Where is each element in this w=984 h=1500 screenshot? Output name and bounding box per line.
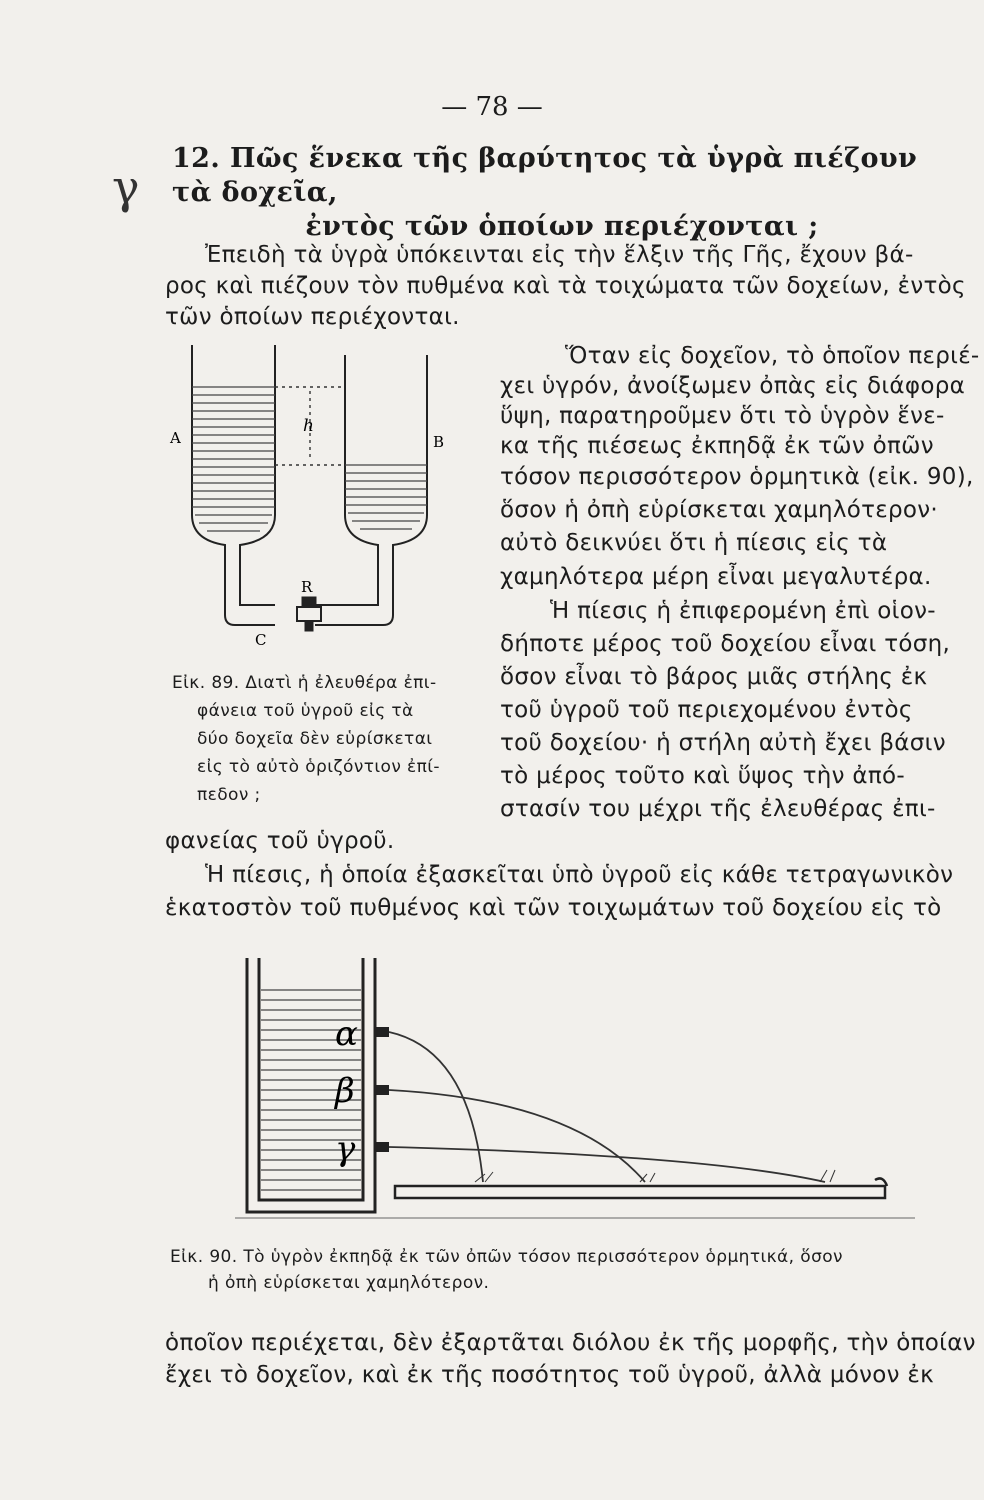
continuation-line: φανείας τοῦ ὑγροῦ.	[165, 828, 395, 854]
fig-89-label-h: h	[303, 416, 314, 436]
fig-90-caption-line-1: Εἰκ. 90. Τὸ ὑγρὸν ἐκπηδᾷ ἐκ τῶν ὀπῶν τόσον περισσότερον ὁρμητικά, ὅσον	[170, 1247, 843, 1267]
right-col-line-12: τοῦ ὑγροῦ τοῦ περιεχομένου ἐντὸς	[500, 697, 913, 723]
right-col-line-4: κα τῆς πιέσεως ἐκπηδᾷ ἐκ τῶν ὀπῶν	[500, 433, 934, 459]
right-col-line-9: Ἡ πίεσις ἡ ἐπιφερομένη ἐπὶ οἱον-	[550, 598, 936, 624]
fig-89-communicating-vessels	[165, 335, 465, 655]
final-line-1: ὁποῖον περιέχεται, δὲν ἐξαρτᾶται διόλου ἐκ τῆς μορφῆς, τὴν ὁποίαν	[165, 1330, 976, 1356]
margin-pencil-mark: γ	[112, 160, 140, 214]
fig-89-label-c: C	[255, 631, 267, 649]
fig-90-label-alpha: α	[335, 1014, 358, 1054]
right-col-line-6: ὅσον ἡ ὀπὴ εὑρίσκεται χαμηλότερον·	[500, 497, 939, 523]
para2-line-1: Ἡ πίεσις, ἡ ὁποία ἐξασκεῖται ὑπὸ ὑγροῦ εἰς κάθε τετραγωνικὸν	[205, 862, 954, 888]
fig-89-label-b: B	[433, 433, 445, 451]
fig-90-label-beta: β	[335, 1071, 355, 1111]
intro-line-1: Ἐπειδὴ τὰ ὑγρὰ ὑπόκεινται εἰς τὴν ἕλξιν τῆς Γῆς, ἔχουν βά-	[205, 242, 914, 268]
fig-90-caption-line-2: ἡ ὀπὴ εὑρίσκεται χαμηλότερον.	[208, 1273, 490, 1293]
right-col-line-2: χει ὑγρόν, ἀνοίξωμεν ὀπὰς εἰς διάφορα	[500, 373, 966, 399]
fig-90-jets-container	[235, 950, 915, 1225]
final-line-2: ἔχει τὸ δοχεῖον, καὶ ἐκ τῆς ποσότητος τοῦ ὑγροῦ, ἀλλὰ μόνον ἐκ	[165, 1362, 935, 1388]
intro-line-2: ρος καὶ πιέζουν τὸν πυθμένα καὶ τὰ τοιχώματα τῶν δοχείων, ἐντὸς	[165, 273, 966, 299]
fig-89-caption-line-4: εἰς τὸ αὐτὸ ὁριζόντιον ἐπί-	[197, 757, 440, 777]
para2-line-2: ἑκατοστὸν τοῦ πυθμένος καὶ τῶν τοιχωμάτων τοῦ δοχείου εἰς τὸ	[165, 895, 942, 921]
section-title	[172, 142, 962, 244]
fig-89-caption-line-1: Εἰκ. 89. Διατὶ ἡ ἐλευθέρα ἐπι-	[172, 673, 437, 693]
fig-89-caption-line-3: δύο δοχεῖα δὲν εὑρίσκεται	[197, 729, 433, 749]
right-col-line-3: ὕψη, παρατηροῦμεν ὅτι τὸ ὑγρὸν ἕνε-	[500, 403, 945, 429]
right-col-line-11: ὅσον εἶναι τὸ βάρος μιᾶς στήλης ἐκ	[500, 664, 928, 690]
fig-89-label-a: A	[170, 429, 181, 447]
right-col-line-13: τοῦ δοχείου· ἡ στήλη αὐτὴ ἔχει βάσιν	[500, 730, 946, 756]
section-title-line-1: 12. Πῶς ἕνεκα τῆς βαρύτητος τὰ ὑγρὰ πιέζουν τὰ δοχεῖα,	[172, 143, 918, 208]
fig-89-caption-line-5: πεδον ;	[197, 785, 261, 805]
right-col-line-8: χαμηλότερα μέρη εἶναι μεγαλυτέρα.	[500, 564, 932, 590]
right-col-line-10: δήποτε μέρος τοῦ δοχείου εἶναι τόση,	[500, 631, 951, 657]
right-col-line-15: στασίν του μέχρι τῆς ἐλευθέρας ἐπι-	[500, 796, 936, 822]
section-title-line-2: ἐντὸς τῶν ὁποίων περιέχονται ;	[305, 211, 819, 242]
right-col-line-1: Ὅταν εἰς δοχεῖον, τὸ ὁποῖον περιέ-	[565, 343, 980, 369]
intro-line-3: τῶν ὁποίων περιέχονται.	[165, 304, 460, 330]
fig-90-label-gamma: γ	[335, 1129, 356, 1169]
page-number: — 78 —	[441, 92, 543, 122]
right-col-line-7: αὐτὸ δεικνύει ὅτι ἡ πίεσις εἰς τὰ	[500, 530, 888, 556]
fig-89-label-r: R	[301, 578, 313, 596]
right-col-line-14: τὸ μέρος τοῦτο καὶ ὕψος τὴν ἀπό-	[500, 763, 905, 789]
right-col-line-5: τόσον περισσότερον ὁρμητικὰ (εἰκ. 90),	[500, 464, 974, 490]
fig-89-caption-line-2: φάνεια τοῦ ὑγροῦ εἰς τὰ	[197, 701, 414, 721]
